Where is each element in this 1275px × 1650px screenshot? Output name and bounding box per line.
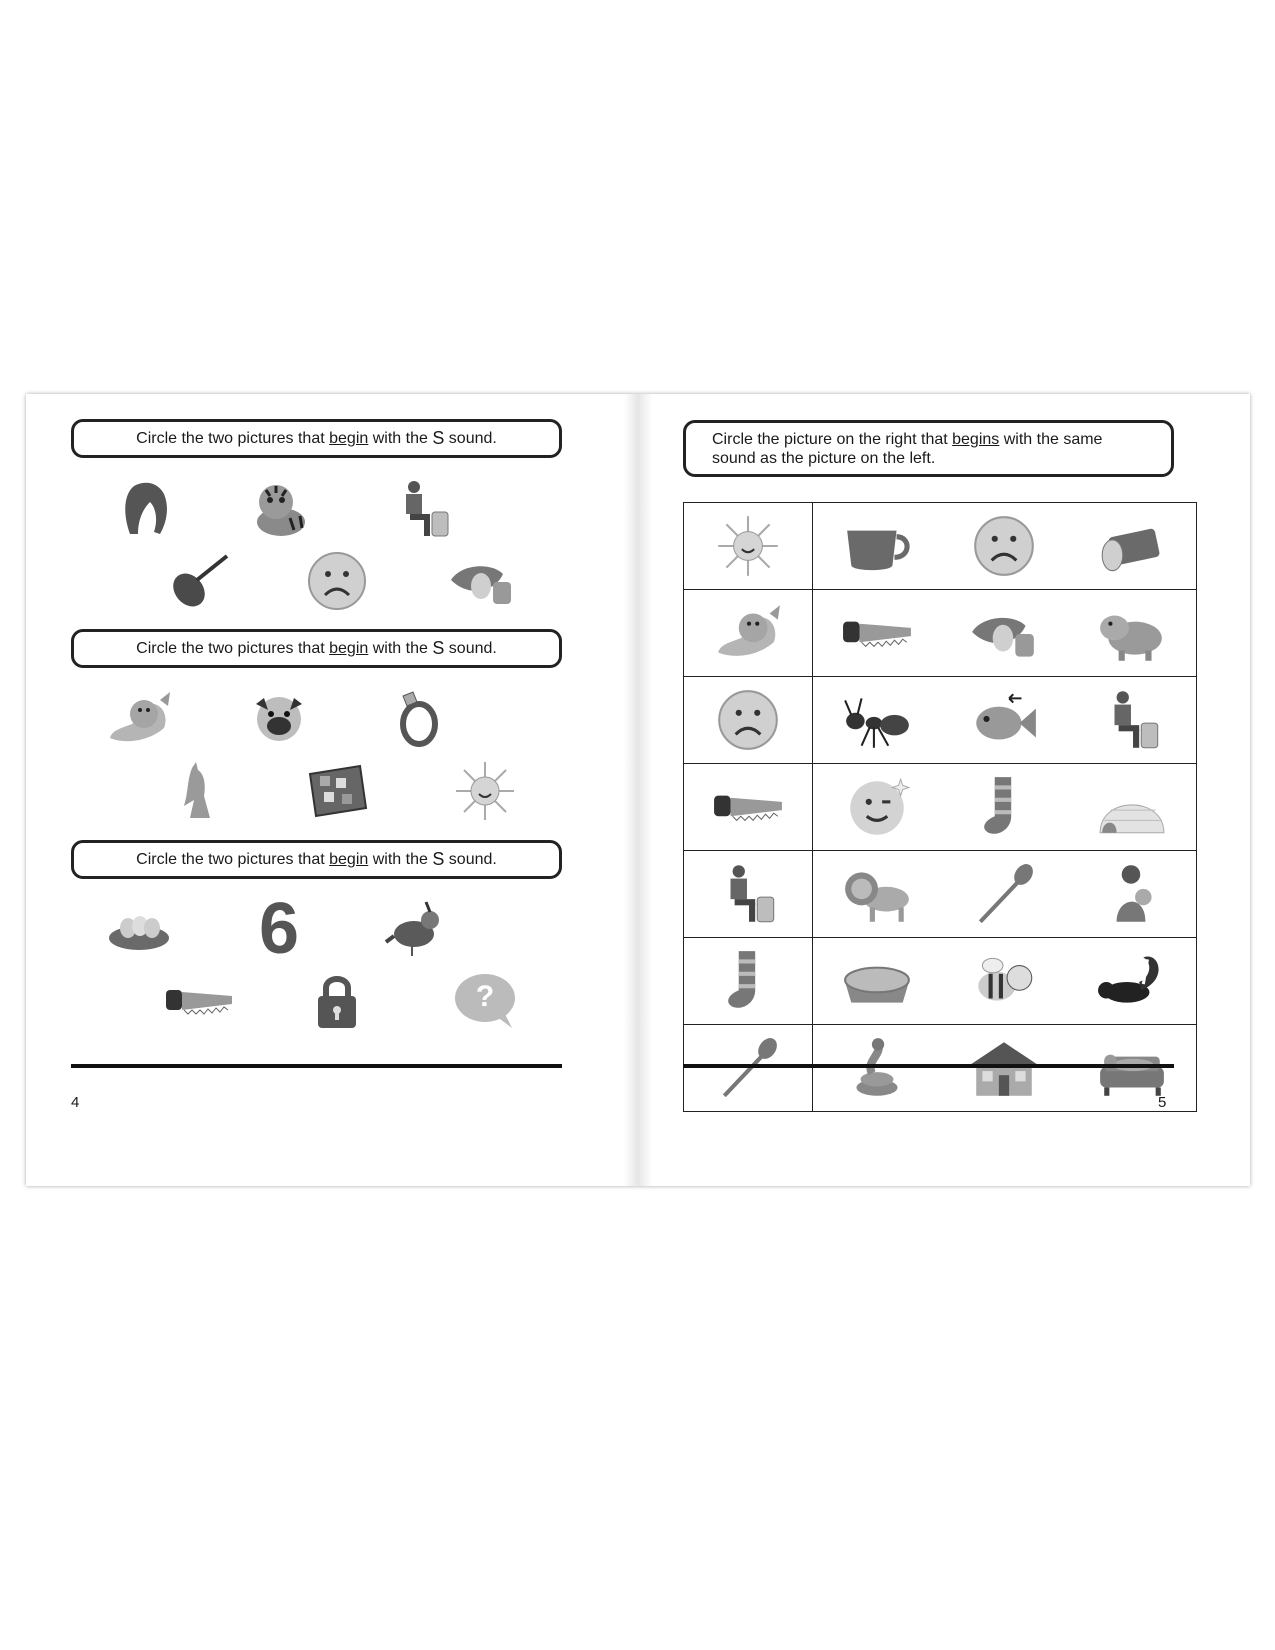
table-row	[684, 503, 1197, 590]
log-icon[interactable]	[1096, 513, 1168, 579]
six-picture[interactable]: 6	[258, 889, 300, 969]
mother-child-icon[interactable]	[1096, 861, 1168, 927]
sitting-man-icon	[388, 478, 458, 540]
sun-picture[interactable]	[440, 756, 530, 826]
violin-icon	[163, 550, 233, 612]
quail-icon	[384, 898, 454, 960]
sitting-man-picture[interactable]	[378, 474, 468, 544]
seal-icon[interactable]	[712, 600, 784, 666]
wink-face-icon[interactable]	[841, 774, 913, 840]
pug-icon	[244, 688, 314, 750]
table-row	[684, 851, 1197, 938]
violin-picture[interactable]	[153, 546, 243, 616]
table-row	[684, 938, 1197, 1025]
left-page	[26, 394, 639, 1186]
seal-icon	[104, 688, 174, 750]
pug-picture[interactable]	[234, 684, 324, 754]
skunk-icon[interactable]	[1096, 948, 1168, 1014]
quail-picture[interactable]	[374, 894, 464, 964]
saw-icon	[164, 970, 234, 1032]
lock-picture[interactable]	[292, 966, 382, 1036]
underlined-word: begin	[329, 429, 369, 447]
ring-picture[interactable]	[371, 684, 461, 754]
house-icon[interactable]	[968, 1035, 1040, 1101]
cup-icon[interactable]	[841, 513, 913, 579]
table-row	[684, 677, 1197, 764]
page-number: 4	[71, 1094, 80, 1111]
fish-icon[interactable]	[968, 687, 1040, 753]
underlined-word: begin	[329, 639, 369, 657]
hair-picture[interactable]	[100, 474, 190, 544]
snake-icon[interactable]	[841, 1035, 913, 1101]
bottom-rule	[683, 1064, 1174, 1068]
saw-icon[interactable]	[712, 774, 784, 840]
quilt-picture[interactable]	[292, 756, 382, 826]
quilt-icon	[302, 760, 372, 822]
kangaroo-icon	[164, 760, 234, 822]
instruction-box-3: Circle the two pictures that begin with the S sound.	[71, 840, 562, 879]
ring-icon	[381, 688, 451, 750]
table-row	[684, 590, 1197, 677]
nest-picture[interactable]	[94, 894, 184, 964]
bee-icon[interactable]	[968, 948, 1040, 1014]
nest-icon	[104, 898, 174, 960]
underlined-word: begins	[952, 430, 1000, 448]
lock-icon	[302, 970, 372, 1032]
table-row	[684, 764, 1197, 851]
igloo-icon[interactable]	[1096, 774, 1168, 840]
seal-picture[interactable]	[94, 684, 184, 754]
table-row	[684, 1025, 1197, 1112]
sleeping-couch-icon[interactable]	[1096, 1035, 1168, 1101]
bottom-rule	[71, 1064, 562, 1068]
sitting-man-icon[interactable]	[712, 861, 784, 927]
page-number: 5	[1158, 1094, 1167, 1111]
pie-icon[interactable]	[841, 948, 913, 1014]
kangaroo-picture[interactable]	[154, 756, 244, 826]
sad-face-icon[interactable]	[968, 513, 1040, 579]
question-picture[interactable]	[440, 966, 530, 1036]
spoon-icon[interactable]	[968, 861, 1040, 927]
sock-icon[interactable]	[712, 948, 784, 1014]
sitting-man-icon[interactable]	[1096, 687, 1168, 753]
saw-icon[interactable]	[841, 600, 913, 666]
sweet-potato-picture[interactable]	[437, 546, 527, 616]
lion-icon[interactable]	[841, 861, 913, 927]
sock-icon[interactable]	[968, 774, 1040, 840]
instruction-box: Circle the picture on the right that begins with the same sound as the picture on the left.	[683, 420, 1174, 477]
sun-icon[interactable]	[712, 513, 784, 579]
hippo-icon[interactable]	[1096, 600, 1168, 666]
instruction-box-1: Circle the two pictures that begin with the S sound.	[71, 419, 562, 458]
question-mark: ?	[475, 980, 495, 1013]
matching-table	[683, 502, 1197, 1112]
sun-icon	[450, 760, 520, 822]
hair-icon	[110, 478, 180, 540]
underlined-word: begin	[329, 850, 369, 868]
sad-face-icon	[302, 550, 372, 612]
spoon-icon[interactable]	[712, 1035, 784, 1101]
sweet-potato-icon	[447, 550, 517, 612]
instruction-box-2: Circle the two pictures that begin with the S sound.	[71, 629, 562, 668]
sad-face-icon[interactable]	[712, 687, 784, 753]
ant-icon[interactable]	[841, 687, 913, 753]
sad-face-picture[interactable]	[292, 546, 382, 616]
saw-picture[interactable]	[154, 966, 244, 1036]
tiger-icon	[246, 478, 316, 540]
open-workbook	[26, 394, 1250, 1186]
sweet-potato-icon[interactable]	[968, 600, 1040, 666]
tiger-picture[interactable]	[236, 474, 326, 544]
right-page	[638, 394, 1250, 1186]
